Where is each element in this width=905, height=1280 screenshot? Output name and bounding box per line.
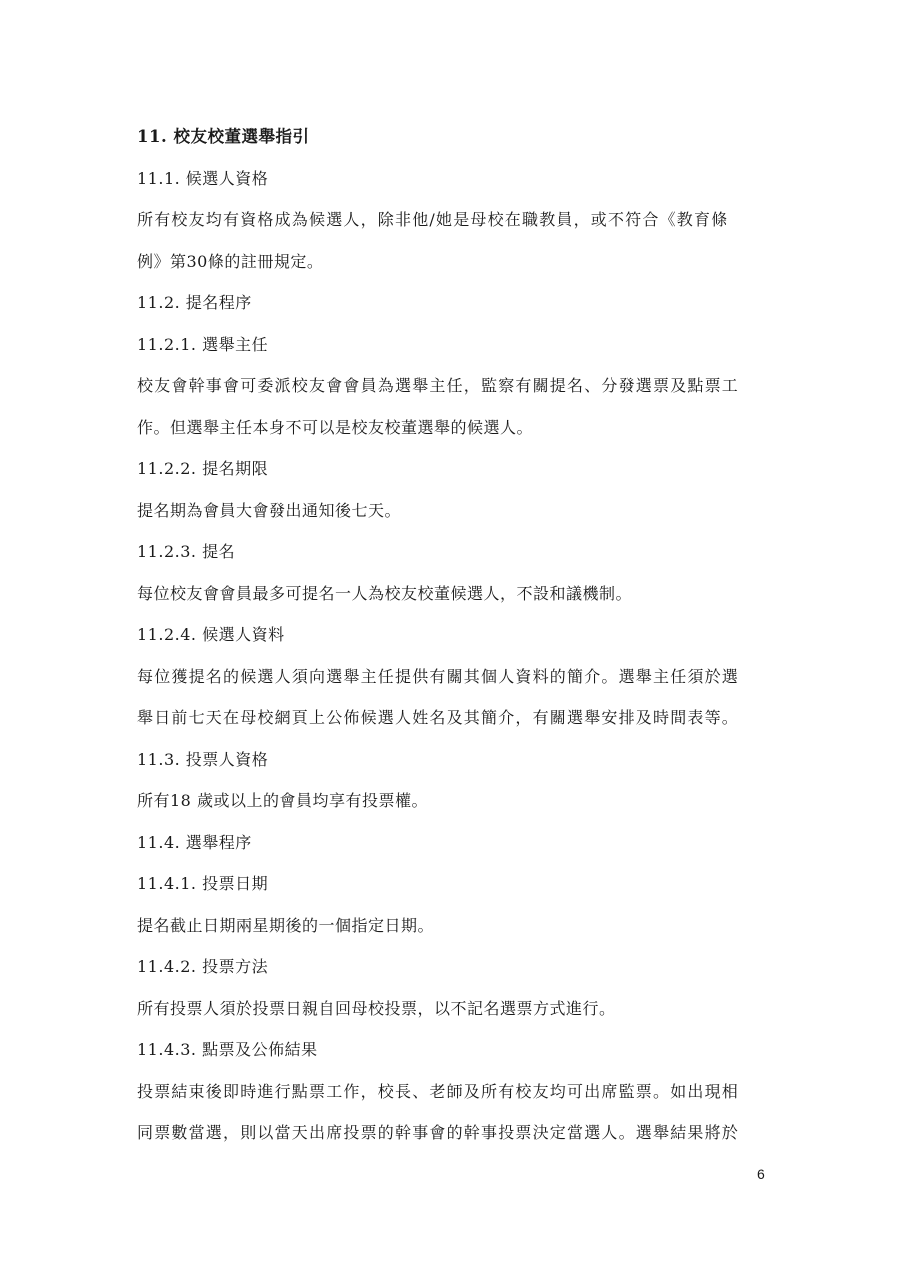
paragraph-line: 每位校友會會員最多可提名一人為校友校董候選人，不設和議機制。 <box>137 583 633 603</box>
page-number: 6 <box>757 1166 765 1182</box>
subsection-heading: 11.4.2. 投票方法 <box>137 957 269 976</box>
paragraph-line: 同票數當選，則以當天出席投票的幹事會的幹事投票決定當選人。選舉結果將於 <box>137 1123 740 1142</box>
subsection-heading: 11.3. 投票人資格 <box>137 749 269 769</box>
subsection-heading: 11.2.4. 候選人資料 <box>137 625 285 644</box>
subsection-heading: 11.4.1. 投票日期 <box>137 874 269 893</box>
paragraph-line: 提名期為會員大會發出通知後七天。 <box>137 500 402 520</box>
paragraph-line: 作。但選舉主任本身不可以是校友校董選舉的候選人。 <box>137 417 534 437</box>
paragraph-line: 每位獲提名的候選人須向選舉主任提供有關其個人資料的簡介。選舉主任須於選 <box>137 666 740 686</box>
subsection-heading: 11.4. 選舉程序 <box>137 832 252 852</box>
paragraph-line: 例》第30條的註冊規定。 <box>137 251 324 271</box>
subsection-heading: 11.2. 提名程序 <box>137 293 252 312</box>
paragraph-line: 校友會幹事會可委派校友會會員為選舉主任，監察有關提名、分發選票及點票工 <box>137 376 740 395</box>
subsection-heading: 11.2.3. 提名 <box>137 542 236 561</box>
paragraph-line: 所有18 歲或以上的會員均享有投票權。 <box>137 791 428 810</box>
subsection-heading: 11.2.2. 提名期限 <box>137 459 269 478</box>
section-heading: 11. 校友校董選舉指引 <box>137 127 310 146</box>
subsection-heading: 11.1. 候選人資格 <box>137 168 269 188</box>
paragraph-line: 提名截止日期兩星期後的一個指定日期。 <box>137 915 435 935</box>
subsection-heading: 11.2.1. 選舉主任 <box>137 334 269 354</box>
subsection-heading: 11.4.3. 點票及公佈結果 <box>137 1040 318 1059</box>
paragraph-line: 所有校友均有資格成為候選人，除非他/她是母校在職教員，或不符合《教育條 <box>137 210 729 229</box>
paragraph-line: 舉日前七天在母校網頁上公佈候選人姓名及其簡介，有關選舉安排及時間表等。 <box>137 708 740 727</box>
paragraph-line: 所有投票人須於投票日親自回母校投票，以不記名選票方式進行。 <box>137 998 616 1018</box>
document-body <box>137 116 772 1154</box>
paragraph-line: 投票結束後即時進行點票工作，校長、老師及所有校友均可出席監票。如出現相 <box>137 1081 740 1101</box>
